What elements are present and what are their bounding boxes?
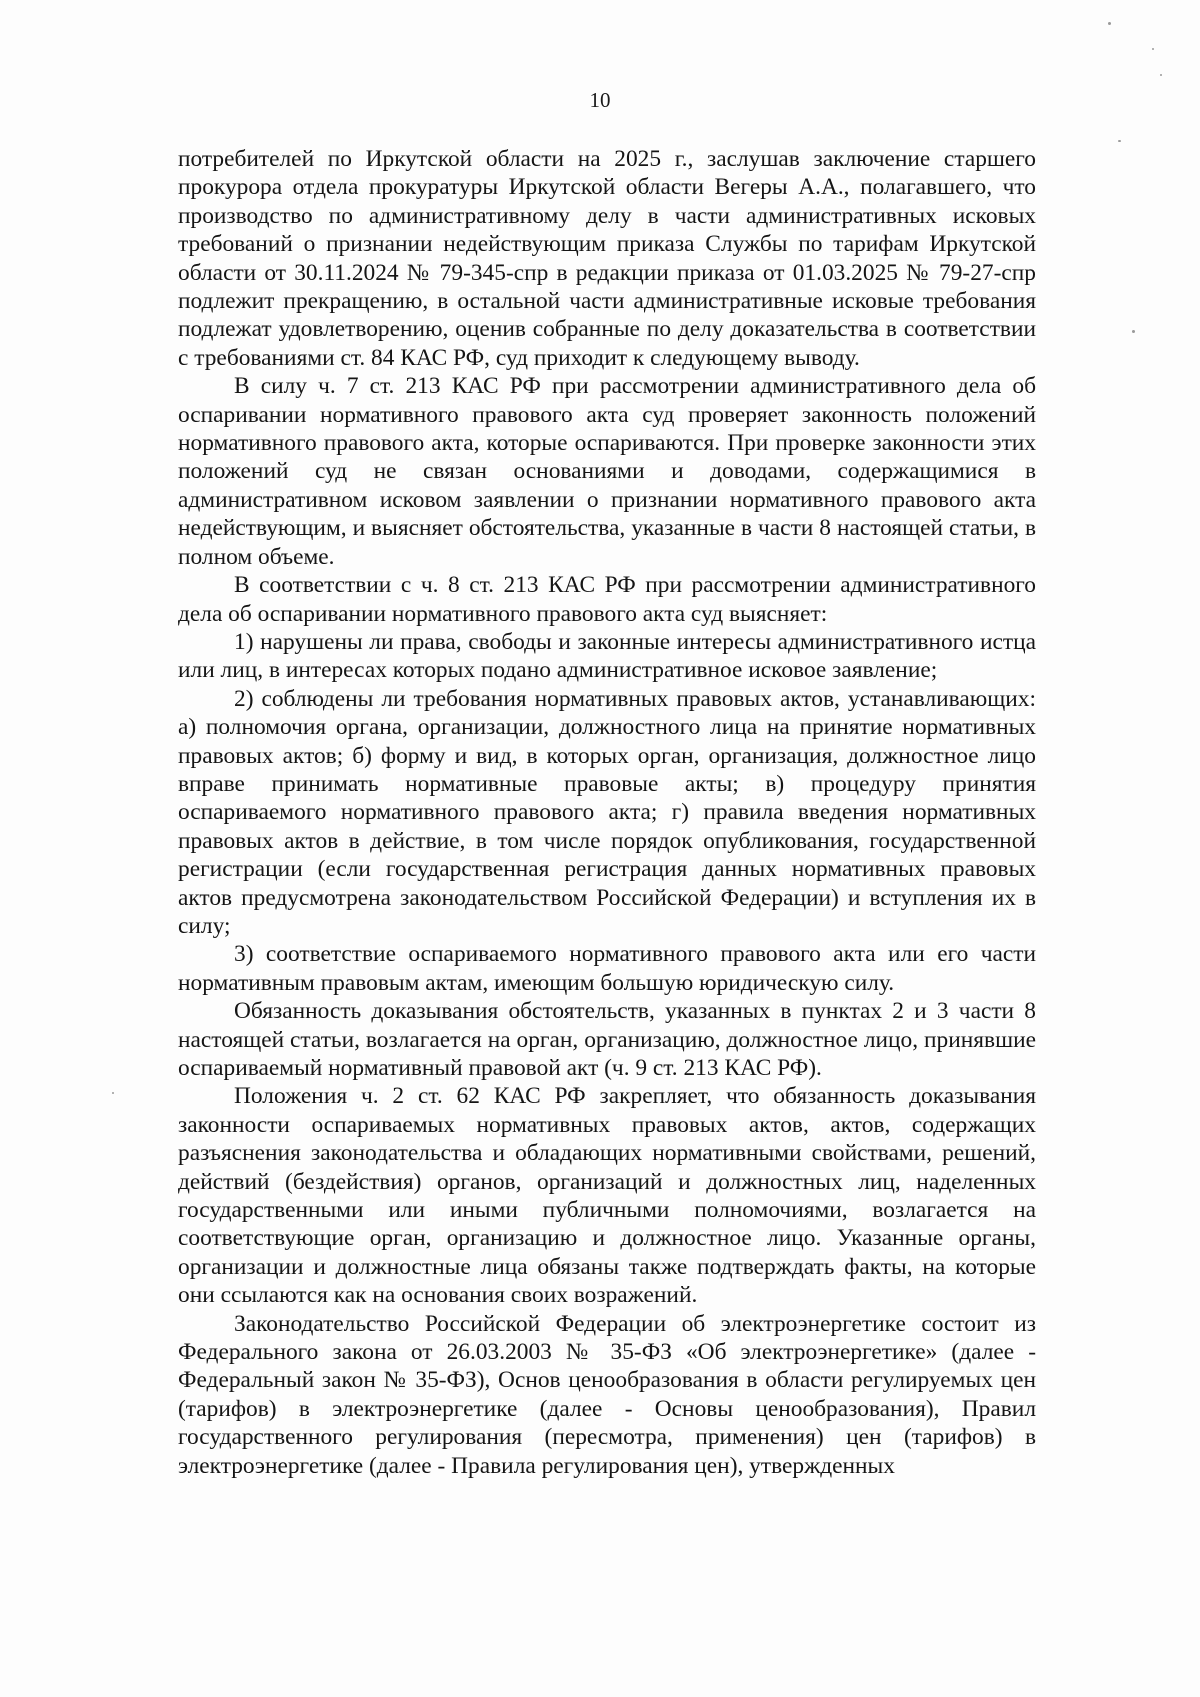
paragraph: Положения ч. 2 ст. 62 КАС РФ закрепляет, что обязанность доказывания законности оспариваемых нормативных правовых актов, актов, содержащих разъяснения законодательства и обладающих нормативными свойствами, решений, действий (бездействия) органов, организаций и должностных лиц, наделенных государственными или иными публичными полномочиями, возлагается на соответствующие орган, организацию и должностное лицо. Указанные органы, организации и должностные лица обязаны также подтверждать факты, на которые они ссылаются как на основания своих возражений. [178,1083,1036,1309]
scan-speck [112,1092,114,1094]
scan-speck [1118,140,1121,142]
scan-speck [1160,74,1162,76]
paragraph: В силу ч. 7 ст. 213 КАС РФ при рассмотрении административного дела об оспаривании нормативного правового акта суд проверяет законность положений нормативного правового акта, которые оспариваются. При проверке законности этих положений суд не связан основаниями и доводами, содержащимися в административном исковом заявлении о признании нормативного правового акта недействующим, и выясняет обстоятельства, указанные в части 8 настоящей статьи, в полном объеме. [178,373,1036,570]
paragraph: В соответствии с ч. 8 ст. 213 КАС РФ при рассмотрении административного дела об оспаривании нормативного правового акта суд выясняет: [178,572,1036,627]
paragraph: Обязанность доказывания обстоятельств, указанных в пунктах 2 и 3 части 8 настоящей статьи, возлагается на орган, организацию, должностное лицо, принявшие оспариваемый нормативный правовой акт (ч. 9 ст. 213 КАС РФ). [178,998,1036,1081]
scan-speck [1152,48,1154,50]
page-number: 10 [589,88,611,112]
list-item: 3) соответствие оспариваемого нормативного правового акта или его части нормативным правовым актам, имеющим большую юридическую силу. [178,941,1036,996]
list-item: 2) соблюдены ли требования нормативных правовых актов, устанавливающих: а) полномочия органа, организации, должностного лица на принятие нормативных правовых актов; б) форму и вид, в которых орган, организация, должностное лицо вправе принимать нормативные правовые акты; в) процедуру принятия оспариваемого нормативного правового акта; г) правила введения нормативных правовых актов в действие, в том числе порядок опубликования, государственной регистрации (если государственная регистрация данных нормативных правовых актов предусмотрена законодательством Российской Федерации) и вступления их в силу; [178,685,1036,939]
paragraph-continuation: потребителей по Иркутской области на 2025 г., заслушав заключение старшего прокурора отдела прокуратуры Иркутской области Вегеры А.А., полагавшего, что производство по административному делу в части административных исковых требований о признании недействующим приказа Службы по тарифам Иркутской области от 30.11.2024 № 79-345-спр в редакции приказа от 01.03.2025 № 79-27-спр подлежит прекращению, в остальной части административные исковые требования подлежат удовлетворению, оценив собранные по делу доказательства в соответствии с требованиями ст. 84 КАС РФ, суд приходит к следующему выводу. [178,146,1036,371]
paragraph: Законодательство Российской Федерации об электроэнергетике состоит из Федерального закона от 26.03.2003 № 35-ФЗ «Об электроэнергетике» (далее - Федеральный закон № 35-ФЗ), Основ ценообразования в области регулируемых цен (тарифов) в электроэнергетике (далее - Основы ценообразования), Правил государственного регулирования (пересмотра, применения) цен (тарифов) в электроэнергетике (далее - Правила регулирования цен), утвержденных [178,1310,1036,1479]
document-body [178,145,1036,1480]
scan-speck [1108,22,1111,25]
scan-speck [1132,330,1135,333]
list-item: 1) нарушены ли права, свободы и законные интересы административного истца или лиц, в интересах которых подано административное исковое заявление; [178,628,1036,684]
